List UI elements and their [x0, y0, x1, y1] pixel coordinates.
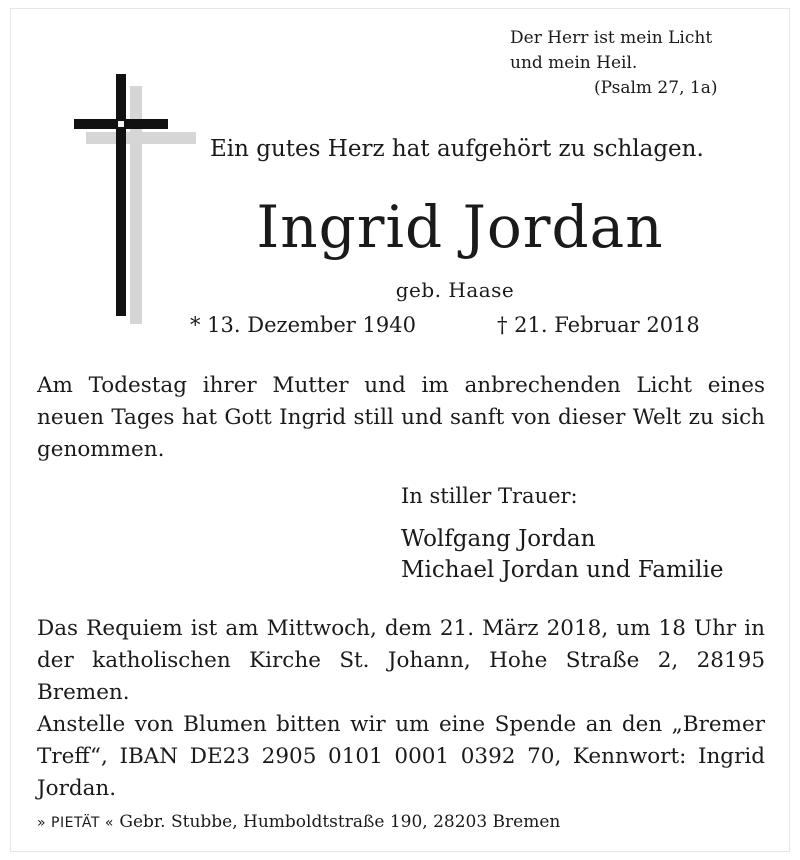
mourner-name: Wolfgang Jordan — [401, 526, 596, 552]
donation-text: Anstelle von Blumen bitten wir um eine Spende an den „Bremer Treff“, IBAN DE23 2905 0101 0001 0392 70, Kennwort: Ingrid Jordan. — [37, 712, 765, 801]
psalm-source: (Psalm 27, 1a) — [594, 78, 718, 98]
requiem-text: Das Requiem ist am Mittwoch, dem 21. März 2018, um 18 Uhr in der katholischen Kirche St. Johann, Hohe Straße 2, 28195 Bremen. — [37, 616, 765, 705]
birth-name: geb. Haase — [395, 278, 515, 302]
psalm-line-1: Der Herr ist mein Licht — [510, 28, 713, 48]
birth-date: * 13. Dezember 1940 — [190, 313, 416, 337]
mourner-name: Michael Jordan und Familie — [401, 557, 724, 583]
deceased-name: Ingrid Jordan — [256, 193, 664, 261]
psalm-quote — [510, 26, 717, 101]
mourners-list — [401, 524, 723, 586]
psalm-line-2: und mein Heil. — [510, 53, 638, 73]
mourning-intro: In stiller Trauer: — [401, 484, 578, 508]
death-date: † 21. Februar 2018 — [497, 313, 700, 337]
funeral-home-footer — [37, 812, 560, 832]
heading-line: Ein gutes Herz hat aufgehört zu schlagen. — [210, 136, 704, 162]
funeral-home-address: Gebr. Stubbe, Humboldtstraße 190, 28203 Bremen — [119, 812, 561, 832]
announcement-text: Am Todestag ihrer Mutter und im anbrechenden Licht eines neuen Tages hat Gott Ingrid still und sanft von dieser Welt zu sich genommen. — [37, 373, 765, 462]
funeral-home-brand: » PIETÄT « — [37, 815, 114, 831]
